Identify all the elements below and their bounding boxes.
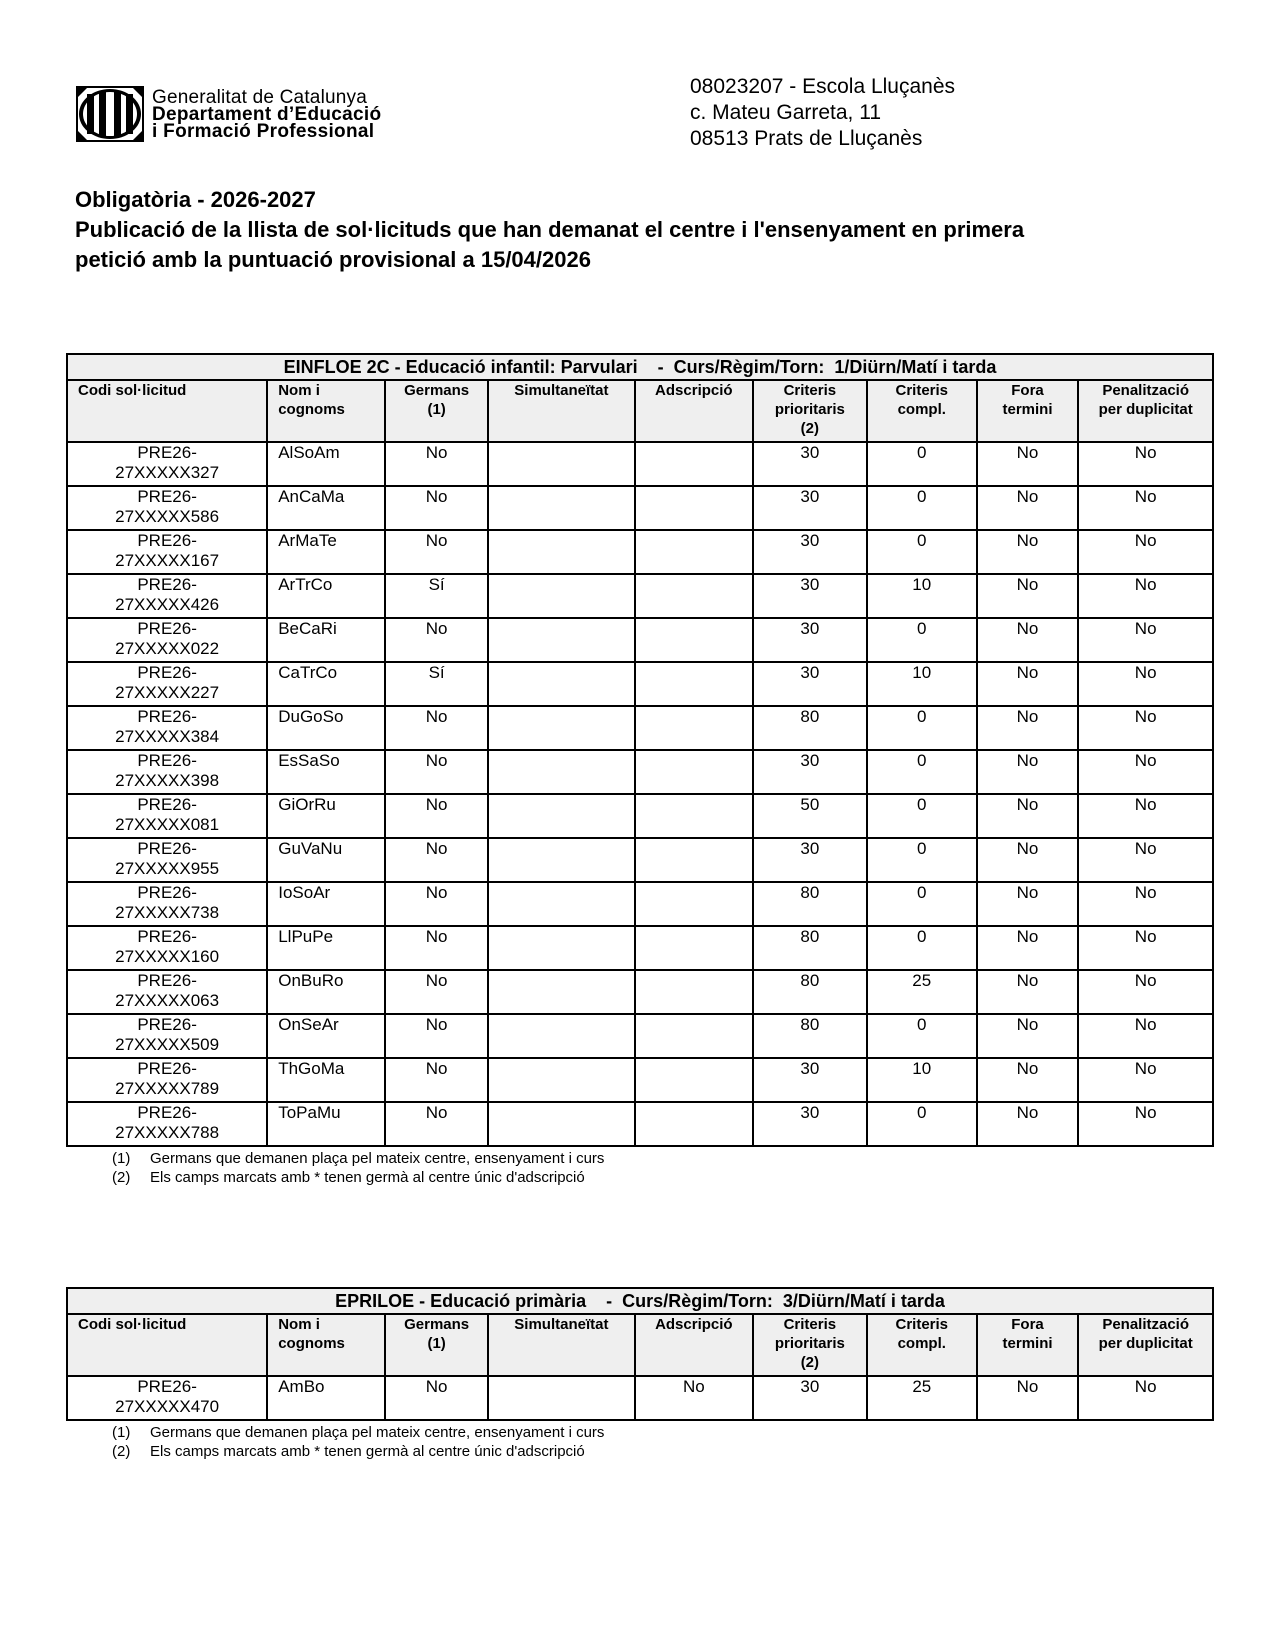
col-header-compl: Criteris compl. <box>867 1314 977 1376</box>
cell-simultaneitat <box>488 530 635 574</box>
cell-adscripcio <box>635 442 753 486</box>
cell-compl: 0 <box>867 882 977 926</box>
table-row <box>67 706 1213 750</box>
cell-nom: OnBuRo <box>267 970 385 1014</box>
cell-adscripcio <box>635 662 753 706</box>
footnotes <box>66 1149 1214 1187</box>
cell-prioritaris: 30 <box>753 1376 867 1420</box>
cell-penalitzacio: No <box>1078 838 1213 882</box>
table-row <box>67 794 1213 838</box>
cell-simultaneitat <box>488 1014 635 1058</box>
cell-nom: AlSoAm <box>267 442 385 486</box>
col-header-germans: Germans (1) <box>385 1314 488 1376</box>
cell-penalitzacio: No <box>1078 882 1213 926</box>
cell-codi: PRE26- 27XXXXX327 <box>67 442 267 486</box>
cell-compl: 10 <box>867 662 977 706</box>
cell-codi: PRE26- 27XXXXX167 <box>67 530 267 574</box>
cell-nom: ArMaTe <box>267 530 385 574</box>
table-row <box>67 574 1213 618</box>
cell-adscripcio <box>635 1102 753 1146</box>
school-street: c. Mateu Garreta, 11 <box>690 101 882 124</box>
cell-penalitzacio: No <box>1078 618 1213 662</box>
cell-simultaneitat <box>488 838 635 882</box>
table-row <box>67 926 1213 970</box>
cell-penalitzacio: No <box>1078 1014 1213 1058</box>
footnote-1: (1) Germans que demanen plaça pel mateix centre, ensenyament i curs <box>112 1150 605 1167</box>
cell-germans: No <box>385 442 488 486</box>
cell-simultaneitat <box>488 1376 635 1420</box>
cell-fora-termini: No <box>977 926 1079 970</box>
applications-table <box>66 353 1214 1147</box>
col-header-simultaneitat: Simultaneïtat <box>488 1314 635 1376</box>
cell-compl: 25 <box>867 970 977 1014</box>
cell-penalitzacio: No <box>1078 442 1213 486</box>
cell-simultaneitat <box>488 662 635 706</box>
cell-nom: GiOrRu <box>267 794 385 838</box>
cell-nom: IoSoAr <box>267 882 385 926</box>
catalan-shield-emblem-icon <box>76 86 144 142</box>
footnote-2: (2) Els camps marcats amb * tenen germà al centre únic d'adscripció <box>112 1169 585 1186</box>
cell-adscripcio <box>635 1058 753 1102</box>
col-header-penalitzacio: Penalització per duplicitat <box>1078 380 1213 442</box>
cell-simultaneitat <box>488 750 635 794</box>
cell-codi: PRE26- 27XXXXX470 <box>67 1376 267 1420</box>
table-row <box>67 530 1213 574</box>
col-header-compl: Criteris compl. <box>867 380 977 442</box>
cell-simultaneitat <box>488 926 635 970</box>
cell-germans: No <box>385 926 488 970</box>
cell-adscripcio <box>635 882 753 926</box>
cell-prioritaris: 30 <box>753 750 867 794</box>
cell-adscripcio <box>635 750 753 794</box>
cell-nom: LlPuPe <box>267 926 385 970</box>
cell-simultaneitat <box>488 1102 635 1146</box>
cell-compl: 10 <box>867 1058 977 1102</box>
logo-department-cont: i Formació Professional <box>152 120 375 142</box>
cell-nom: OnSeAr <box>267 1014 385 1058</box>
cell-codi: PRE26- 27XXXXX509 <box>67 1014 267 1058</box>
cell-simultaneitat <box>488 706 635 750</box>
cell-prioritaris: 30 <box>753 618 867 662</box>
title-year: Obligatòria - 2026-2027 <box>75 187 316 212</box>
cell-nom: ArTrCo <box>267 574 385 618</box>
cell-simultaneitat <box>488 794 635 838</box>
cell-nom: GuVaNu <box>267 838 385 882</box>
table-row <box>67 750 1213 794</box>
cell-penalitzacio: No <box>1078 926 1213 970</box>
cell-penalitzacio: No <box>1078 750 1213 794</box>
cell-fora-termini: No <box>977 1102 1079 1146</box>
cell-adscripcio <box>635 794 753 838</box>
cell-penalitzacio: No <box>1078 706 1213 750</box>
cell-prioritaris: 30 <box>753 1102 867 1146</box>
cell-prioritaris: 80 <box>753 926 867 970</box>
cell-penalitzacio: No <box>1078 794 1213 838</box>
cell-germans: No <box>385 1014 488 1058</box>
table-row <box>67 970 1213 1014</box>
cell-nom: EsSaSo <box>267 750 385 794</box>
cell-compl: 0 <box>867 706 977 750</box>
cell-adscripcio <box>635 1014 753 1058</box>
cell-nom: AmBo <box>267 1376 385 1420</box>
col-header-fora-termini: Fora termini <box>977 1314 1079 1376</box>
cell-germans: No <box>385 618 488 662</box>
col-header-prioritaris: Criteris prioritaris (2) <box>753 380 867 442</box>
cell-fora-termini: No <box>977 1058 1079 1102</box>
cell-penalitzacio: No <box>1078 574 1213 618</box>
cell-fora-termini: No <box>977 750 1079 794</box>
school-name: 08023207 - Escola Lluçanès <box>690 75 956 98</box>
cell-germans: No <box>385 882 488 926</box>
cell-prioritaris: 80 <box>753 706 867 750</box>
cell-fora-termini: No <box>977 618 1079 662</box>
cell-simultaneitat <box>488 618 635 662</box>
cell-codi: PRE26- 27XXXXX081 <box>67 794 267 838</box>
logo-department: Departament d’Educació <box>152 103 382 125</box>
col-header-adscripcio: Adscripció <box>635 1314 753 1376</box>
cell-compl: 0 <box>867 486 977 530</box>
cell-penalitzacio: No <box>1078 1376 1213 1420</box>
cell-compl: 0 <box>867 838 977 882</box>
cell-nom: BeCaRi <box>267 618 385 662</box>
cell-prioritaris: 80 <box>753 1014 867 1058</box>
cell-compl: 0 <box>867 442 977 486</box>
cell-penalitzacio: No <box>1078 530 1213 574</box>
footnote-2: (2) Els camps marcats amb * tenen germà al centre únic d'adscripció <box>112 1443 585 1460</box>
table-row <box>67 1376 1213 1420</box>
cell-compl: 0 <box>867 1014 977 1058</box>
cell-fora-termini: No <box>977 662 1079 706</box>
cell-fora-termini: No <box>977 882 1079 926</box>
cell-adscripcio <box>635 486 753 530</box>
cell-simultaneitat <box>488 486 635 530</box>
cell-germans: No <box>385 1376 488 1420</box>
cell-prioritaris: 30 <box>753 486 867 530</box>
cell-nom: CaTrCo <box>267 662 385 706</box>
table-row <box>67 1058 1213 1102</box>
table-row <box>67 882 1213 926</box>
document-title <box>75 185 1205 275</box>
cell-nom: DuGoSo <box>267 706 385 750</box>
cell-fora-termini: No <box>977 442 1079 486</box>
cell-germans: No <box>385 794 488 838</box>
cell-adscripcio <box>635 530 753 574</box>
table-row <box>67 1102 1213 1146</box>
cell-germans: No <box>385 838 488 882</box>
table-caption: EPRILOE - Educació primària - Curs/Règim/Torn: 3/Diürn/Matí i tarda <box>67 1288 1213 1314</box>
applications-table-infantil <box>66 353 1214 1187</box>
cell-compl: 0 <box>867 618 977 662</box>
generalitat-logo <box>76 86 381 142</box>
cell-fora-termini: No <box>977 794 1079 838</box>
col-header-codi: Codi sol·licitud <box>67 1314 267 1376</box>
table-body <box>67 1376 1213 1420</box>
col-header-penalitzacio: Penalització per duplicitat <box>1078 1314 1213 1376</box>
footnote-1: (1) Germans que demanen plaça pel mateix centre, ensenyament i curs <box>112 1424 605 1441</box>
cell-nom: ToPaMu <box>267 1102 385 1146</box>
col-header-simultaneitat: Simultaneïtat <box>488 380 635 442</box>
cell-germans: No <box>385 1102 488 1146</box>
logo-generalitat: Generalitat de Catalunya <box>152 86 367 108</box>
cell-penalitzacio: No <box>1078 970 1213 1014</box>
col-header-prioritaris: Criteris prioritaris (2) <box>753 1314 867 1376</box>
cell-penalitzacio: No <box>1078 1058 1213 1102</box>
applications-table <box>66 1287 1214 1421</box>
footnotes <box>66 1423 1214 1461</box>
cell-penalitzacio: No <box>1078 662 1213 706</box>
cell-codi: PRE26- 27XXXXX398 <box>67 750 267 794</box>
cell-compl: 0 <box>867 794 977 838</box>
cell-prioritaris: 50 <box>753 794 867 838</box>
cell-prioritaris: 30 <box>753 1058 867 1102</box>
table-header-row <box>67 1314 1213 1376</box>
cell-penalitzacio: No <box>1078 1102 1213 1146</box>
col-header-fora-termini: Fora termini <box>977 380 1079 442</box>
title-description-cont: petició amb la puntuació provisional a 15/04/2026 <box>75 247 591 272</box>
table-row <box>67 1014 1213 1058</box>
cell-codi: PRE26- 27XXXXX788 <box>67 1102 267 1146</box>
table-row <box>67 442 1213 486</box>
cell-germans: No <box>385 486 488 530</box>
cell-simultaneitat <box>488 970 635 1014</box>
cell-codi: PRE26- 27XXXXX384 <box>67 706 267 750</box>
col-header-adscripcio: Adscripció <box>635 380 753 442</box>
cell-adscripcio <box>635 838 753 882</box>
cell-codi: PRE26- 27XXXXX426 <box>67 574 267 618</box>
cell-fora-termini: No <box>977 1376 1079 1420</box>
cell-codi: PRE26- 27XXXXX063 <box>67 970 267 1014</box>
table-row <box>67 486 1213 530</box>
cell-fora-termini: No <box>977 970 1079 1014</box>
cell-compl: 0 <box>867 750 977 794</box>
cell-nom: AnCaMa <box>267 486 385 530</box>
cell-compl: 10 <box>867 574 977 618</box>
cell-simultaneitat <box>488 1058 635 1102</box>
cell-nom: ThGoMa <box>267 1058 385 1102</box>
applications-table-primaria <box>66 1287 1214 1461</box>
table-body <box>67 442 1213 1146</box>
logo-text <box>152 86 382 142</box>
cell-germans: No <box>385 1058 488 1102</box>
cell-codi: PRE26- 27XXXXX160 <box>67 926 267 970</box>
cell-prioritaris: 30 <box>753 530 867 574</box>
cell-codi: PRE26- 27XXXXX227 <box>67 662 267 706</box>
cell-prioritaris: 30 <box>753 838 867 882</box>
table-row <box>67 838 1213 882</box>
cell-compl: 0 <box>867 1102 977 1146</box>
cell-prioritaris: 30 <box>753 662 867 706</box>
cell-compl: 25 <box>867 1376 977 1420</box>
cell-codi: PRE26- 27XXXXX738 <box>67 882 267 926</box>
cell-fora-termini: No <box>977 574 1079 618</box>
cell-prioritaris: 30 <box>753 574 867 618</box>
cell-simultaneitat <box>488 574 635 618</box>
col-header-nom: Nom i cognoms <box>267 380 385 442</box>
cell-adscripcio <box>635 574 753 618</box>
cell-germans: No <box>385 706 488 750</box>
cell-compl: 0 <box>867 926 977 970</box>
cell-prioritaris: 30 <box>753 442 867 486</box>
cell-germans: No <box>385 750 488 794</box>
cell-codi: PRE26- 27XXXXX022 <box>67 618 267 662</box>
cell-adscripcio: No <box>635 1376 753 1420</box>
cell-compl: 0 <box>867 530 977 574</box>
col-header-germans: Germans (1) <box>385 380 488 442</box>
cell-codi: PRE26- 27XXXXX955 <box>67 838 267 882</box>
cell-simultaneitat <box>488 882 635 926</box>
cell-penalitzacio: No <box>1078 486 1213 530</box>
school-address <box>690 74 955 152</box>
col-header-nom: Nom i cognoms <box>267 1314 385 1376</box>
table-header-row <box>67 380 1213 442</box>
cell-germans: Sí <box>385 662 488 706</box>
cell-fora-termini: No <box>977 1014 1079 1058</box>
school-city: 08513 Prats de Lluçanès <box>690 127 923 150</box>
cell-codi: PRE26- 27XXXXX789 <box>67 1058 267 1102</box>
col-header-codi: Codi sol·licitud <box>67 380 267 442</box>
cell-prioritaris: 80 <box>753 970 867 1014</box>
cell-fora-termini: No <box>977 486 1079 530</box>
cell-adscripcio <box>635 970 753 1014</box>
cell-germans: No <box>385 530 488 574</box>
cell-germans: Sí <box>385 574 488 618</box>
cell-adscripcio <box>635 706 753 750</box>
table-caption: EINFLOE 2C - Educació infantil: Parvulari - Curs/Règim/Torn: 1/Diürn/Matí i tarda <box>67 354 1213 380</box>
cell-fora-termini: No <box>977 838 1079 882</box>
title-description: Publicació de la llista de sol·licituds que han demanat el centre i l'ensenyament en primera <box>75 217 1025 242</box>
cell-germans: No <box>385 970 488 1014</box>
table-row <box>67 662 1213 706</box>
cell-adscripcio <box>635 926 753 970</box>
cell-simultaneitat <box>488 442 635 486</box>
table-row <box>67 618 1213 662</box>
cell-codi: PRE26- 27XXXXX586 <box>67 486 267 530</box>
cell-prioritaris: 80 <box>753 882 867 926</box>
cell-fora-termini: No <box>977 530 1079 574</box>
cell-fora-termini: No <box>977 706 1079 750</box>
cell-adscripcio <box>635 618 753 662</box>
